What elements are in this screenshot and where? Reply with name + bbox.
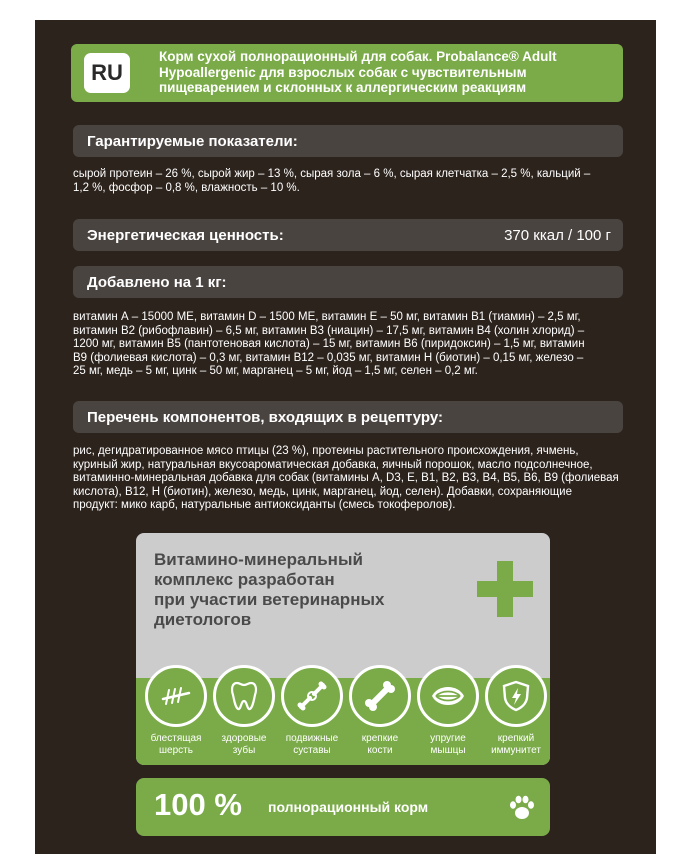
- text-line: 1,2 %, фосфор – 0,8 %, влажность – 10 %.: [73, 181, 300, 194]
- text-line: рис, дегидратированное мясо птицы (23 %), протеины растительного происхождения, ячмень,: [73, 445, 579, 457]
- text-line: кислота), В12, Н (биотин), железо, медь, цинк, марганец, йод, селен). Добавки, сохраняющие: [73, 485, 572, 498]
- benefit-label: [414, 733, 482, 756]
- bone-icon: [349, 665, 411, 727]
- product-title-line: пищеварением и склонных к аллергическим реакциям: [159, 80, 527, 95]
- components-text: [73, 445, 629, 513]
- benefit-label-line: крепкий: [497, 733, 535, 744]
- product-title: [159, 49, 619, 96]
- complete-food-label: полнорационный корм: [268, 799, 429, 815]
- benefit-label-line: зубы: [232, 744, 256, 756]
- section-guaranteed: [73, 125, 623, 157]
- benefit-label-line: суставы: [293, 744, 331, 756]
- vet-title-line: Витамино-минеральный: [154, 550, 363, 569]
- section-components: [73, 401, 623, 433]
- text-line: витамин А – 15000 МЕ, витамин D – 1500 МЕ, витамин Е – 50 мг, витамин В1 (тиамин) – 2,5 мг,: [73, 311, 581, 323]
- benefit-label-line: блестящая: [150, 733, 202, 744]
- complete-food-banner: [136, 778, 550, 836]
- paw-icon: [508, 794, 536, 822]
- text-line: 25 мг, медь – 5 мг, цинк – 50 мг, марганец – 5 мг, йод – 1,5 мг, селен – 0,2 мг.: [73, 365, 478, 377]
- benefit-bones: [346, 665, 414, 756]
- vet-title-line: при участии ветеринарных: [154, 590, 385, 609]
- benefit-joints: [278, 665, 346, 756]
- benefit-label-line: мышцы: [430, 744, 466, 756]
- joint-icon: [281, 665, 343, 727]
- text-line: В9 (фолиевая кислота) – 0,3 мг, витамин В12 – 0,035 мг, витамин Н (биотин) – 0,15 мг, железо –: [73, 351, 584, 364]
- text-line: продукт: мико карб, натуральные антиоксиданты (смесь токоферолов).: [73, 499, 456, 511]
- muscle-icon: [417, 665, 479, 727]
- benefit-label-line: кости: [367, 744, 393, 756]
- guaranteed-text: [73, 168, 629, 195]
- product-title-line: Hypoallergenic для взрослых собак с чувствительным: [159, 64, 527, 80]
- benefit-label: [482, 733, 550, 756]
- product-title-line: Корм сухой полнорационный для собак. Probalance® Adult: [159, 49, 557, 64]
- section-added: [73, 266, 623, 298]
- benefit-label-line: иммунитет: [491, 744, 541, 756]
- text-line: куриный жир, натуральная вкусоароматическая добавка, яичный порошок, масло подсолнечное,: [73, 458, 593, 471]
- added-text: [73, 311, 629, 379]
- product-info-panel: [35, 20, 656, 854]
- benefit-label: [278, 733, 346, 756]
- language-badge: RU: [84, 53, 130, 93]
- section-title: Перечень компонентов, входящих в рецептуру:: [87, 408, 443, 426]
- vet-title-line: диетологов: [154, 610, 252, 629]
- section-title: Энергетическая ценность:: [87, 226, 284, 244]
- benefit-muscles: [414, 665, 482, 756]
- text-line: 1200 мг, витамин В5 (пантотеновая кислота) – 15 мг, витамин В6 (пиридоксин) – 1,5 мг, витамин: [73, 338, 585, 350]
- benefit-label-line: здоровые: [221, 733, 267, 744]
- benefit-label-line: упругие: [430, 733, 466, 744]
- percent-value: 100 %: [154, 787, 242, 822]
- text-line: сырой протеин – 26 %, сырой жир – 13 %, сырая зола – 6 %, сырая клетчатка – 2,5 %, кальций –: [73, 168, 591, 180]
- tooth-icon: [213, 665, 275, 727]
- benefit-label: [210, 733, 278, 756]
- benefit-coat: [142, 665, 210, 756]
- text-line: витаминно-минеральная добавка для собак (витамины А, D3, Е, В1, В2, В3, В4, В5, В6, В9 (фолиевая: [73, 472, 619, 484]
- text-line: витамин В2 (рибофлавин) – 6,5 мг, витамин В3 (ниацин) – 17,5 мг, витамин В4 (холин хлорид) –: [73, 324, 585, 337]
- vet-title-line: комплекс разработан: [154, 570, 335, 589]
- benefit-label-line: подвижные: [285, 733, 339, 744]
- benefit-label-line: шерсть: [159, 744, 193, 756]
- product-header: [71, 44, 623, 102]
- section-title: Гарантируемые показатели:: [87, 132, 298, 150]
- vet-complex-title: [154, 550, 454, 630]
- plus-cross-icon: [473, 557, 537, 621]
- benefit-immunity: [482, 665, 550, 756]
- benefit-label: [142, 733, 210, 756]
- benefit-teeth: [210, 665, 278, 756]
- section-title: Добавлено на 1 кг:: [87, 273, 227, 291]
- section-energy: [73, 219, 623, 251]
- benefit-label-line: крепкие: [361, 733, 399, 744]
- energy-value: 370 ккал / 100 г: [504, 226, 611, 244]
- benefit-label: [346, 733, 414, 756]
- vet-complex-box: [136, 533, 550, 765]
- feather-icon: [145, 665, 207, 727]
- shield-icon: [485, 665, 547, 727]
